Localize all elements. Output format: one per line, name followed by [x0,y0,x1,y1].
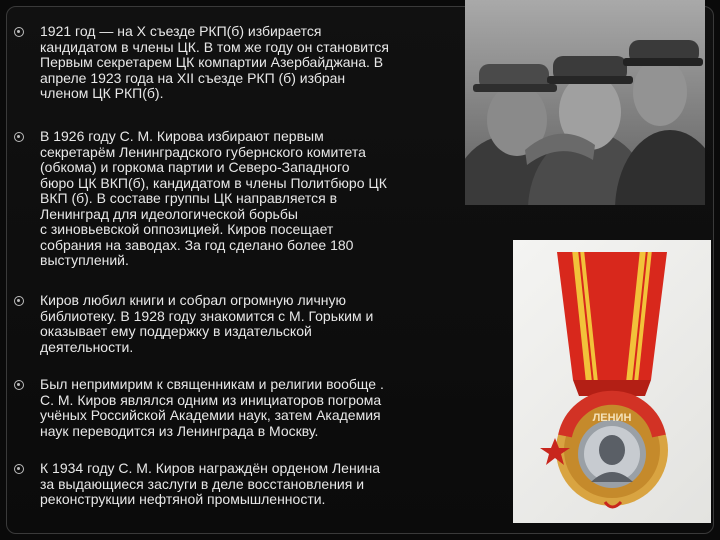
medal-inscription: ЛЕНИН [592,412,632,424]
bullet-text: Киров любил книги и собрал огромную личную библиотеку. В 1928 году знакомится с М. Горьким и оказывает ему поддержку в издательской деятельности. [40,292,374,355]
bullet-text: Был непримирим к священникам и религии вообще . С. М. Киров являлся одним из инициаторов погрома учёных Российской Академии наук, затем Академия наук переводится из Ленинграда в Москву. [40,376,384,439]
circle-bullet-icon [14,464,24,474]
circle-bullet-icon [14,380,24,390]
bullet-text: К 1934 году С. М. Киров награждён орденом Ленина за выдающиеся заслуги в деле восстановления и реконструкции нефтяной промышленности. [40,460,381,507]
bullet-text: В 1926 году С. М. Кирова избирают первым секретарём Ленинградского губернского комитета (обкома) и горкома партии и Северо-Западного бюро ЦК ВКП(б), кандидатом в члены Политбюро ЦК ВКП (б). В составе группы ЦК направляется в Ленинград для идеологической борьбы с зиновьевской оппозицией. Киров посещает собрания на заводах. За год сделано более 180 выступлений. [40,128,387,268]
circle-bullet-icon [14,27,24,37]
medal-image [513,240,711,523]
historic-photo [465,0,705,205]
order-of-lenin-graphic [513,240,711,523]
circle-bullet-icon [14,296,24,306]
circle-bullet-icon [14,132,24,142]
bullet-text: 1921 год — на X съезде РКП(б) избирается кандидатом в члены ЦК. В том же году он становится Первым секретарем ЦК компартии Азербайджана. В апреле 1923 года на XII съезде РКП (б) избран членом ЦК РКП(б). [40,23,389,101]
historic-photo-graphic [465,0,705,205]
